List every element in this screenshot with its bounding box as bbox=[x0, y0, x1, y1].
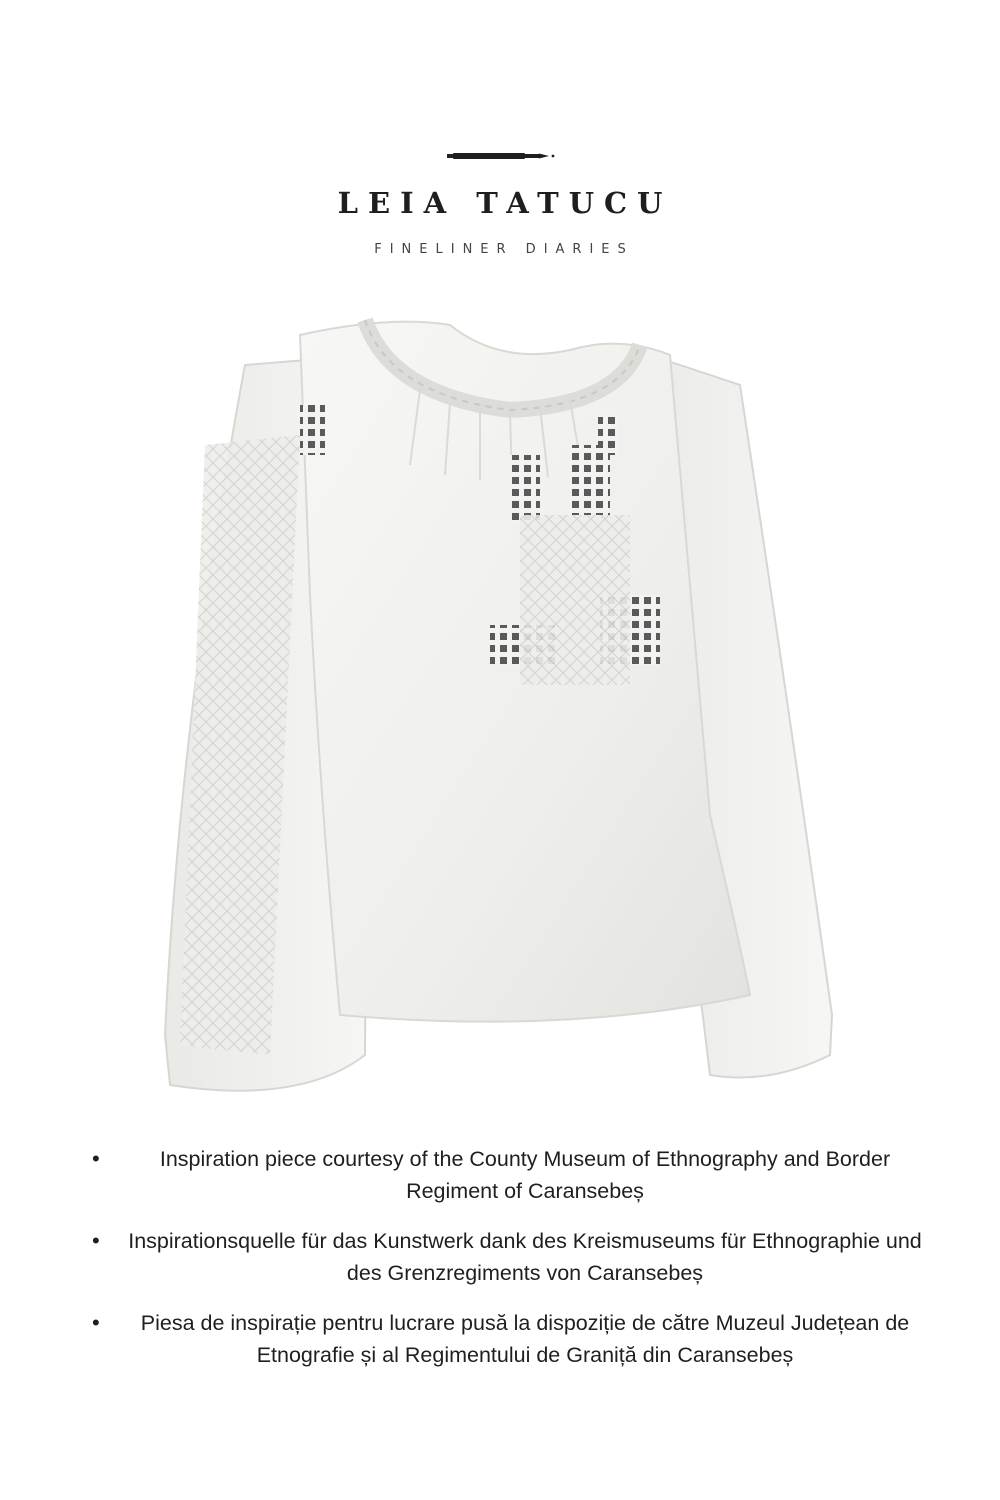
shirt-photo bbox=[150, 295, 850, 1115]
list-item bbox=[90, 1143, 930, 1207]
note-text: Inspiration piece courtesy of the County Museum of Ethnography and Border Regiment of Caransebeș bbox=[159, 1147, 891, 1203]
bullet-icon: • bbox=[92, 1146, 100, 1171]
list-item bbox=[90, 1225, 930, 1289]
notes-list bbox=[90, 1143, 930, 1389]
brand-header bbox=[0, 150, 1000, 257]
note-text: Inspirationsquelle für das Kunstwerk dank des Kreismuseums für Ethnographie und des Grenzregiments von Caransebeș bbox=[128, 1229, 922, 1285]
pen-icon bbox=[445, 150, 555, 162]
bullet-icon: • bbox=[92, 1228, 100, 1253]
note-text: Piesa de inspirație pentru lucrare pusă la dispoziție de către Muzeul Județean de Etnografie și al Regimentului de Graniță din Caransebeș bbox=[140, 1311, 910, 1367]
bullet-icon: • bbox=[92, 1310, 100, 1335]
list-item bbox=[90, 1307, 930, 1371]
brand-tagline: FINELINER DIARIES bbox=[374, 242, 634, 257]
brand-name: LEIA TATUCU bbox=[337, 186, 673, 220]
